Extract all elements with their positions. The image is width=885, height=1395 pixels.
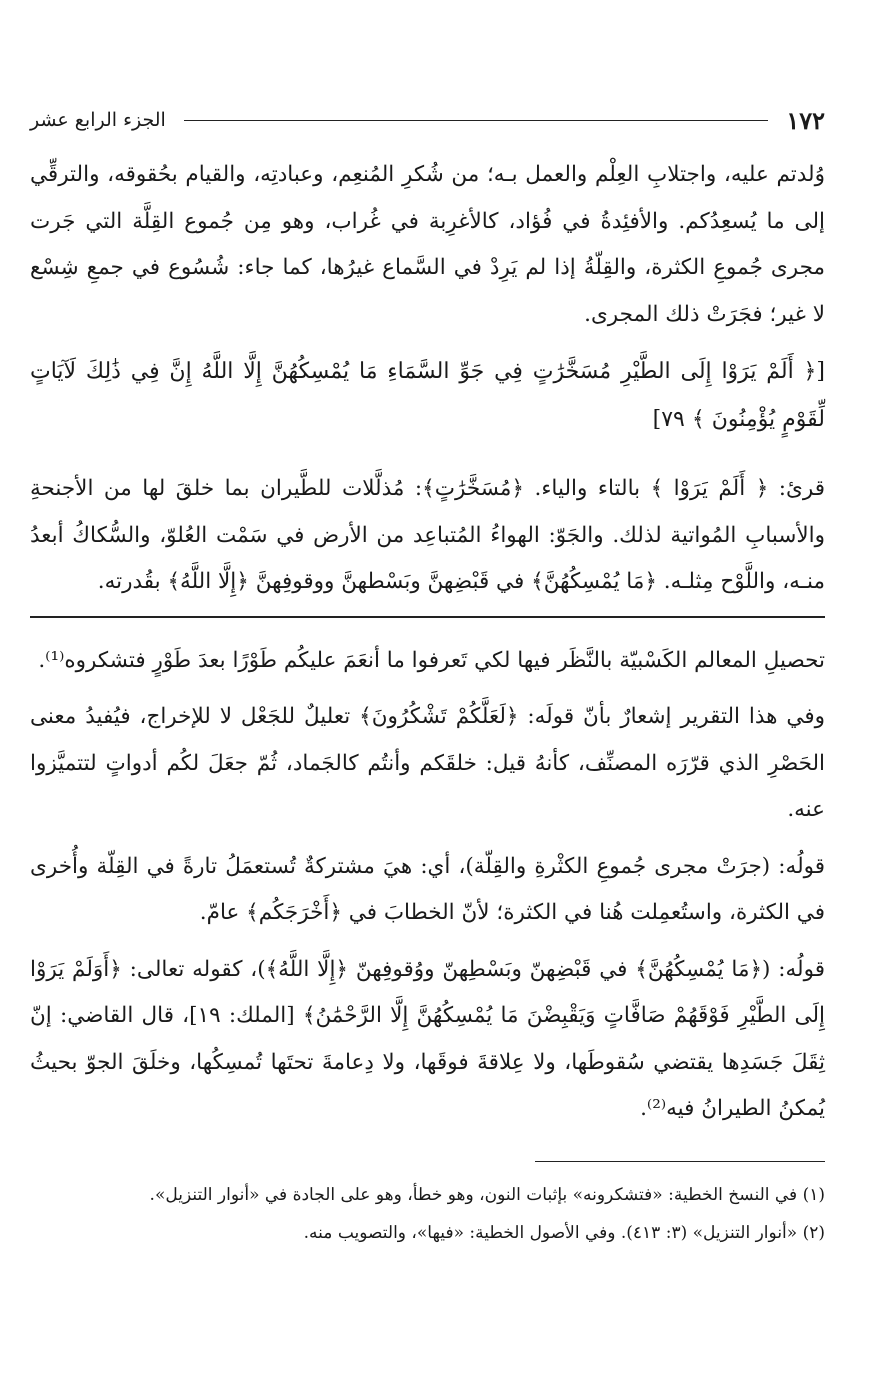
book-page [30, 100, 825, 1252]
footnote-divider [535, 1161, 825, 1162]
quran-verse: [﴿ أَلَمْ يَرَوْا إِلَى الطَّيْرِ مُسَخَّرَٰتٍ فِي جَوِّ السَّمَاءِ مَا يُمْسِكُهُنَّ إِلَّا اللَّهُ إِنَّ فِي ذَٰلِكَ لَآيَاتٍ لِّقَوْمٍ يُؤْمِنُونَ ﴾ ٧٩] [30, 359, 825, 432]
commentary-paragraph: قرئ: ﴿ أَلَمْ يَرَوْا ﴾ بالتاء والياء. ﴿مُسَخَّرَٰتٍ﴾: مُذلَّلات للطَّيران بما خلقَ لها من الأجنحةِ والأسبابِ المُواتية لذلك. والجَوّ: الهواءُ المُتباعِد من الأرض في سَمْت العُلوّ، والسُّكاكُ أبعدُ منـه، واللَّوْح مِثلـه. ﴿مَا يُمْسِكُهُنَّ﴾ في قَبْضِهنَّ وبَسْطهنَّ ووقوفِهنَّ ﴿إِلَّا اللَّهُ﴾ بقُدرته. [30, 476, 825, 594]
header-rule [184, 120, 768, 121]
gloss-paragraph: قولُه: (﴿مَا يُمْسِكُهُنَّ﴾ في قَبْضِهنّ وبَسْطِهنّ ووُقوفِهنّ ﴿إِلَّا اللَّهُ﴾)، كقوله تعالى: ﴿أَوَلَمْ يَرَوْا إِلَى الطَّيْرِ فَوْقَهُمْ صَافَّاتٍ وَيَقْبِضْنَ مَا يُمْسِكُهُنَّ إِلَّا الرَّحْمَٰنُ﴾ [الملك: ١٩]، قال القاضي: إنّ ثِقَلَ جَسَدِها يقتضي سُقوطَها، ولا عِلاقةَ فوقَها، ولا دِعامةَ تحتَها تُمسِكُها، وخلَقَ الجوّ بحيثُ يُمكنُ الطيرانُ فيه⁽²⁾. [30, 956, 825, 1121]
page-number: ١٧٢ [786, 105, 825, 135]
footnote-1: (١) في النسخ الخطية: «فتشكرونه» بإثبات النون، وهو خطأ، وهو على الجادة في «أنوار التنزيل». [149, 1184, 825, 1205]
section-divider [30, 616, 825, 618]
footnote-2: (٢) «أنوار التنزيل» (٣: ٤١٣). وفي الأصول الخطية: «فيها»، والتصويب منه. [303, 1222, 825, 1243]
page-header [30, 100, 825, 140]
part-title: الجزء الرابع عشر [30, 109, 166, 131]
gloss-paragraph: تحصيلِ المعالم الكَسْبيّة بالنَّظَر فيها لكي تَعرفوا ما أنعَمَ عليكُم طَوْرًا بعدَ طَوْرٍ فتشكروه⁽¹⁾. [38, 647, 825, 673]
gloss-paragraph: قولُه: (جرَتْ مجرى جُموعِ الكثْرةِ والقِلّة)، أي: هيَ مشتركةٌ تُستعمَلُ تارةً في القِلّة وأُخرى في الكثرة، واستُعمِلت هُنا في الكثرة؛ لأنّ الخطابَ في ﴿أَخْرَجَكُم﴾ عامّ. [30, 853, 825, 925]
commentary-paragraph: وُلدتم عليه، واجتلابِ العِلْم والعمل بـه؛ من شُكرِ المُنعِم، وعبادتِه، والقيام بحُقوقه، والترقِّي إلى ما يُسعِدُكم. والأفئِدةُ في فُؤاد، كالأغرِبة في غُراب، وهو مِن جُموع القِلَّة التي جَرت مجرى جُموعِ الكثرة، والقِلّةُ إذا لم يَرِدْ في السَّماع غيرُها، كما جاء: شُسُوع في جمعِ شِسْع لا غير؛ فجَرَتْ ذلك المجرى. [30, 162, 825, 327]
gloss-paragraph: وفي هذا التقرير إشعارٌ بأنّ قولَه: ﴿لَعَلَّكُمْ تَشْكُرُونَ﴾ تعليلٌ للجَعْل لا للإخراج، فيُفيدُ معنى الحَصْرِ الذي قرّرَه المصنِّف، كأنهُ قيل: خلقَكم وأنتُم كالجَماد، ثُمّ جعَلَ لكُم أدواتٍ لتتميَّزوا عنه. [30, 704, 825, 822]
